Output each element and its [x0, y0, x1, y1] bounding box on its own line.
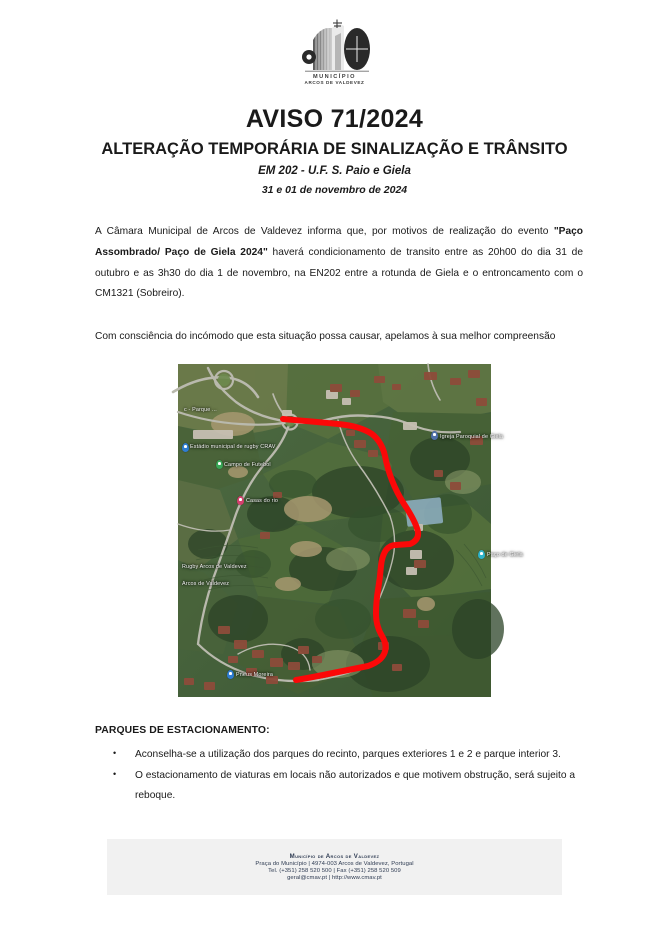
map-label: c - Parque ...	[184, 407, 217, 414]
parking-list-item: • Aconselha-se a utilização dos parques do recinto, parques exteriores 1 e 2 e parque interior 3.	[113, 745, 583, 765]
map-label: Casas do rio	[246, 498, 279, 505]
coat-of-arms-icon	[287, 18, 383, 73]
logo-wordmark	[305, 74, 365, 86]
map-poi-pin	[431, 431, 438, 440]
footer-municipality-name: Município de Arcos de Valdevez	[289, 853, 380, 860]
map-label: Arcos de Valdevez	[182, 581, 230, 588]
map-poi-pin	[237, 496, 244, 505]
municipality-logo	[287, 18, 383, 90]
map-imagery	[178, 364, 491, 697]
document-footer	[107, 839, 562, 895]
page-subtitle: ALTERAÇÃO TEMPORÁRIA DE SINALIZAÇÃO E TRÂNSITO	[101, 139, 568, 158]
map-poi-pin	[227, 670, 234, 679]
apology-paragraph: Com consciência do incómodo que esta situação possa causar, apelamos à sua melhor compreensão	[95, 330, 556, 342]
title-block	[0, 106, 669, 196]
map-container	[0, 364, 669, 697]
notice-paragraph	[95, 222, 583, 304]
page-title: AVISO 71/2024	[245, 105, 424, 133]
parking-section-title: PARQUES DE ESTACIONAMENTO:	[95, 725, 270, 737]
body-text	[0, 222, 669, 346]
logo-line-municipio: MUNICÍPIO	[312, 74, 356, 80]
map-poi-pin	[182, 443, 189, 452]
map-label: Paço de Giela	[487, 552, 523, 559]
map-poi-pin	[478, 550, 485, 559]
map-label: Campo de Futebol	[224, 462, 271, 469]
parking-list	[95, 745, 583, 806]
notice-paragraph-part2: haverá condicionamento de transito entre as 20h00 do dia 31 de outubro e as 3h30 do dia 1 de novembro, na EN202 entre a rotunda de Giela e o entroncamento com o CM1321 (Sobreiro).	[95, 247, 583, 300]
footer-web: geral@cmav.pt | http://www.cmav.pt	[287, 875, 382, 881]
parking-list-item: • O estacionamento de viaturas em locais não autorizados e que motivem obstrução, será sujeito a reboque.	[113, 766, 583, 806]
notice-paragraph-part1: A Câmara Municipal de Arcos de Valdevez informa que, por motivos de realização do evento	[95, 226, 554, 238]
aerial-route-map	[178, 364, 523, 697]
footer-phone: Tel. (+351) 258 520 500 | Fax (+351) 258 520 509	[268, 868, 401, 874]
map-label: Igreja Paroquial de Giela	[440, 434, 504, 441]
parking-section	[0, 725, 669, 806]
footer-address: Praça do Município | 4974-003 Arcos de Valdevez, Portugal	[255, 861, 414, 867]
map-poi-pin	[216, 460, 223, 469]
road-reference: EM 202 - U.F. S. Paio e Giela	[258, 165, 411, 178]
map-label: Rugby Arcos de Valdevez	[182, 564, 247, 571]
map-label: Estádio municipal de rugby CRAV	[190, 444, 276, 451]
map-label: Pneus Moreira	[236, 672, 274, 679]
logo-line-arcos-de-valdevez: ARCOS DE VALDEVEZ	[304, 80, 365, 86]
document-header	[0, 0, 669, 90]
event-name-bold: "Paço Assombrado/ Paço de Giela 2024"	[95, 226, 583, 259]
event-dates: 31 e 01 de novembro de 2024	[261, 184, 408, 197]
